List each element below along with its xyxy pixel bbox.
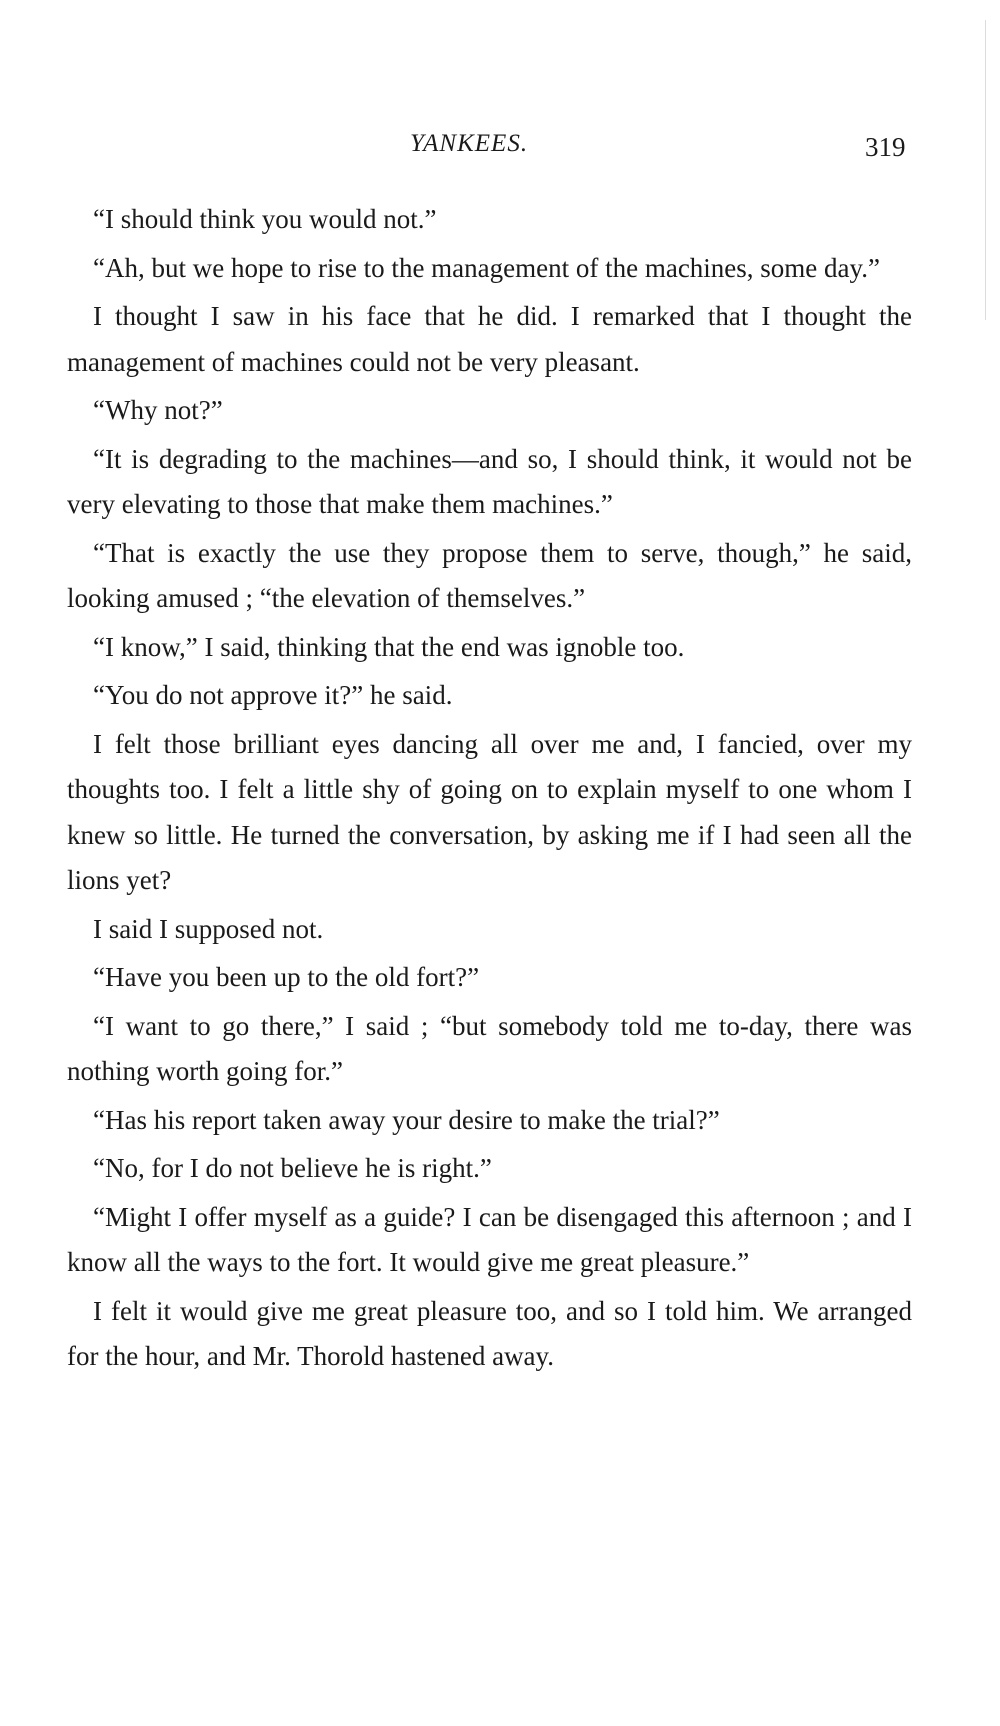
paragraph: I felt it would give me great pleasure too, and so I told him. We arranged for the hour, and Mr. Thorold hastened away. <box>67 1295 912 1371</box>
paragraph: “I know,” I said, thinking that the end was ignoble too. <box>93 631 685 662</box>
paragraph: “You do not approve it?” he said. <box>93 680 453 710</box>
page-number: 319 <box>865 132 906 162</box>
paragraph: “Have you been up to the old fort?” <box>93 962 480 992</box>
paragraph: “Ah, but we hope to rise to the management of the machines, some day.” <box>93 252 881 283</box>
paragraph: “It is degrading to the machines—and so, I should think, it would not be very elevating to those that make them machines.” <box>67 443 912 519</box>
body-text <box>67 197 912 1383</box>
paragraph: I felt those brilliant eyes dancing all over me and, I fancied, over my thoughts too. I felt a little shy of going on to explain myself to one whom I knew so little. He turned the conversation, by asking me if I had seen all the lions yet? <box>67 728 912 895</box>
paragraph: I thought I saw in his face that he did. I remarked that I thought the management of machines could not be very pleasant. <box>67 301 912 377</box>
paragraph: “No, for I do not believe he is right.” <box>93 1153 492 1183</box>
paragraph: “I want to go there,” I said ; “but somebody told me to-day, there was nothing worth going for.” <box>67 1010 912 1086</box>
paragraph: “Why not?” <box>93 395 223 425</box>
running-head <box>0 130 1000 170</box>
paragraph: I said I supposed not. <box>93 913 324 944</box>
paragraph: “Might I offer myself as a guide? I can be disengaged this afternoon ; and I know all the ways to the fort. It would give me great pleasure.” <box>67 1201 912 1277</box>
paragraph: “I should think you would not.” <box>93 204 437 234</box>
paragraph: “Has his report taken away your desire to make the trial?” <box>93 1104 720 1135</box>
paragraph: “That is exactly the use they propose them to serve, though,” he said, looking amused ; “the elevation of themselves.” <box>67 537 912 613</box>
running-title: YANKEES. <box>410 130 529 157</box>
margin-line <box>985 20 986 320</box>
